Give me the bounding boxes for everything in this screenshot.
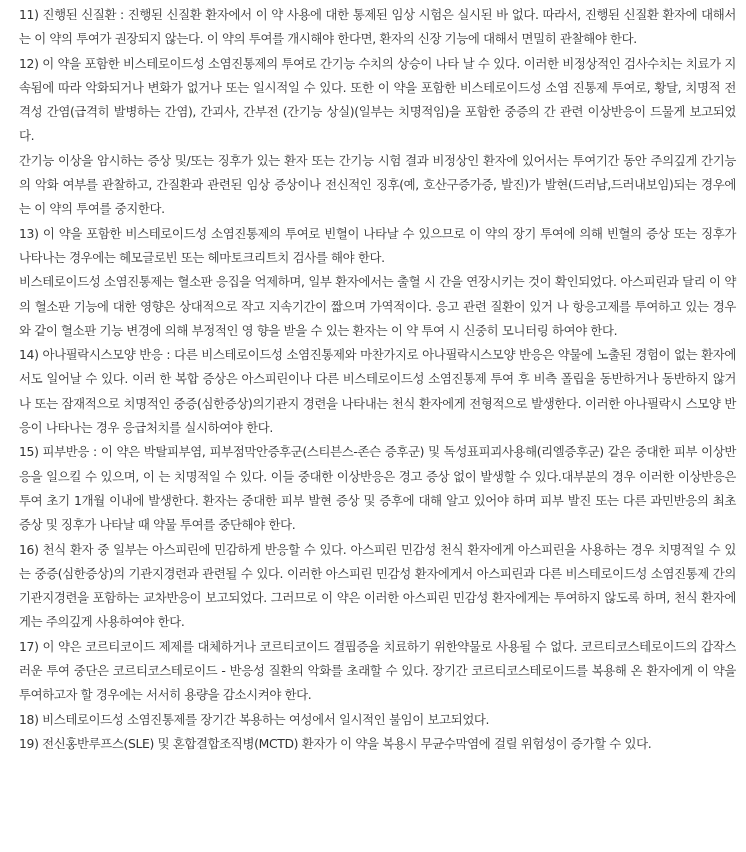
paragraph-13-anemia: 13) 이 약을 포함한 비스테로이드성 소염진통제의 투여로 빈혈이 나타날 수 있으므로 이 약의 장기 투여에 의해 빈혈의 증상 또는 징후가 나타나는 경우에는 헤모글로빈 또는 헤마토크리트치 검사를 해야 한다. (19, 225, 736, 265)
paragraph-19-aseptic-meningitis: 19) 전신홍반루프스(SLE) 및 혼합결합조직병(MCTD) 환자가 이 약을 복용시 무균수막염에 걸릴 위험성이 증가할 수 있다. (19, 735, 652, 751)
paragraph-16-asthma: 16) 천식 환자 중 일부는 아스피린에 민감하게 반응할 수 있다. 아스피린 민감성 천식 환자에게 아스피린을 사용하는 경우 치명적일 수 있는 중증(심한증상)의 기관지경련과 관련될 수 있다. 이러한 아스피린 민감성 환자에게서 아스피린과 다른 비스테로이드성 소염진통제 간의 기관지경련을 포함하는 교차반응이 보고되었다. 그러므로 이 약은 이러한 아스피린 민감성 환자에게는 투여하지 않도록 하며, 천식 환자에게는 주의깊게 사용하여야 한다. (19, 541, 736, 630)
paragraph-17-corticosteroids: 17) 이 약은 코르티코이드 제제를 대체하거나 코르티코이드 결핍증을 치료하기 위한약물로 사용될 수 없다. 코르티코스테로이드의 갑작스러운 투여 중단은 코르티코스테로이드 - 반응성 질환의 악화를 초래할 수 있다. 장기간 코르티코스테로이드를 복용해 온 환자에게 이 약을 투여하고자 할 경우에는 서서히 용량을 감소시켜야 한다. (19, 638, 736, 703)
paragraph-15-skin-reactions: 15) 피부반응 : 이 약은 박탈피부염, 피부점막안증후군(스티븐스-존슨 증후군) 및 독성표피괴사용해(리엘증후군) 같은 중대한 피부 이상반응을 일으킬 수 있으며, 이 는 치명적일 수 있다. 이들 중대한 이상반응은 경고 증상 없이 발생할 수 있다.대부분의 경우 이러한 이상반응은 투여 초기 1개월 이내에 발생한다. 환자는 중대한 피부 발현 증상 및 증후에 대해 알고 있어야 하며 피부 발진 또는 다른 과민반응의 최초 증상 및 징후가 나타날 때 약물 투여를 중단해야 한다. (19, 444, 736, 533)
paragraph-18-infertility: 18) 비스테로이드성 소염진통제를 장기간 복용하는 여성에서 일시적인 불임이 보고되었다. (19, 711, 490, 727)
paragraph-12-liver-monitoring: 간기능 이상을 암시하는 증상 및/또는 징후가 있는 환자 또는 간기능 시험 결과 비정상인 환자에 있어서는 투여기간 동안 주의깊게 간기능의 악화 여부를 관찰하고, 간질환과 관련된 임상 증상이나 전신적인 징후(예, 호산구증가증, 발진)가 발현(드러남,드러내보임)되는 경우에는 이 약의 투여를 중지한다. (19, 152, 736, 217)
paragraph-11-advanced-renal-disease: 11) 진행된 신질환 : 진행된 신질환 환자에서 이 약 사용에 대한 통제된 임상 시험은 실시된 바 없다. 따라서, 진행된 신질환 환자에 대해서는 이 약의 투여가 권장되지 않는다. 이 약의 투여를 개시해야 한다면, 환자의 신장 기능에 대해서 면밀히 관찰해야 한다. (19, 7, 736, 47)
paragraph-13-platelet-function: 비스테로이드성 소염진통제는 혈소판 응집을 억제하며, 일부 환자에서는 출혈 시 간을 연장시키는 것이 확인되었다. 아스피린과 달리 이 약의 혈소판 기능에 대한 영향은 상대적으로 작고 지속기간이 짧으며 가역적이다. 응고 관련 질환이 있거 나 항응고제를 투여하고 있는 경우와 같이 혈소판 기능 변경에 의해 부정적인 영 향을 받을 수 있는 환자는 이 약 투여 시 신중히 모니터링 하여야 한다. (19, 274, 736, 338)
paragraph-12-hepatic-effects: 12) 이 약을 포함한 비스테로이드성 소염진통제의 투여로 간기능 수치의 상승이 나타 날 수 있다. 이러한 비정상적인 검사수치는 치료가 지속됨에 따라 악화되거나 변화가 없거나 또는 일시적일 수 있다. 또한 이 약을 포함한 비스테로이드성 소염 진통제 투여로, 황달, 치명적 전격성 간염(급격히 발병하는 간염), 간괴사, 간부전 (간기능 상실)(일부는 치명적임)을 포함한 중증의 간 관련 이상반응이 드물게 보고되었다. (19, 55, 736, 144)
paragraph-14-anaphylactoid-reactions: 14) 아나필락시스모양 반응 : 다른 비스테로이드성 소염진통제와 마찬가지로 아나필락시스모양 반응은 약물에 노출된 경험이 없는 환자에서도 일어날 수 있다. 이러 한 복합 증상은 아스피린이나 다른 비스테로이드성 소염진통제 투여 후 비측 폴립을 동반하거나 동반하지 않거나 또는 잠재적으로 치명적인 중증(심한증상)의기관지 경련을 나타내는 천식 환자에게 전형적으로 발생한다. 이러한 아나필락시 스모양 반응이 나타나는 경우 응급처치를 실시하여야 한다. (19, 347, 736, 436)
